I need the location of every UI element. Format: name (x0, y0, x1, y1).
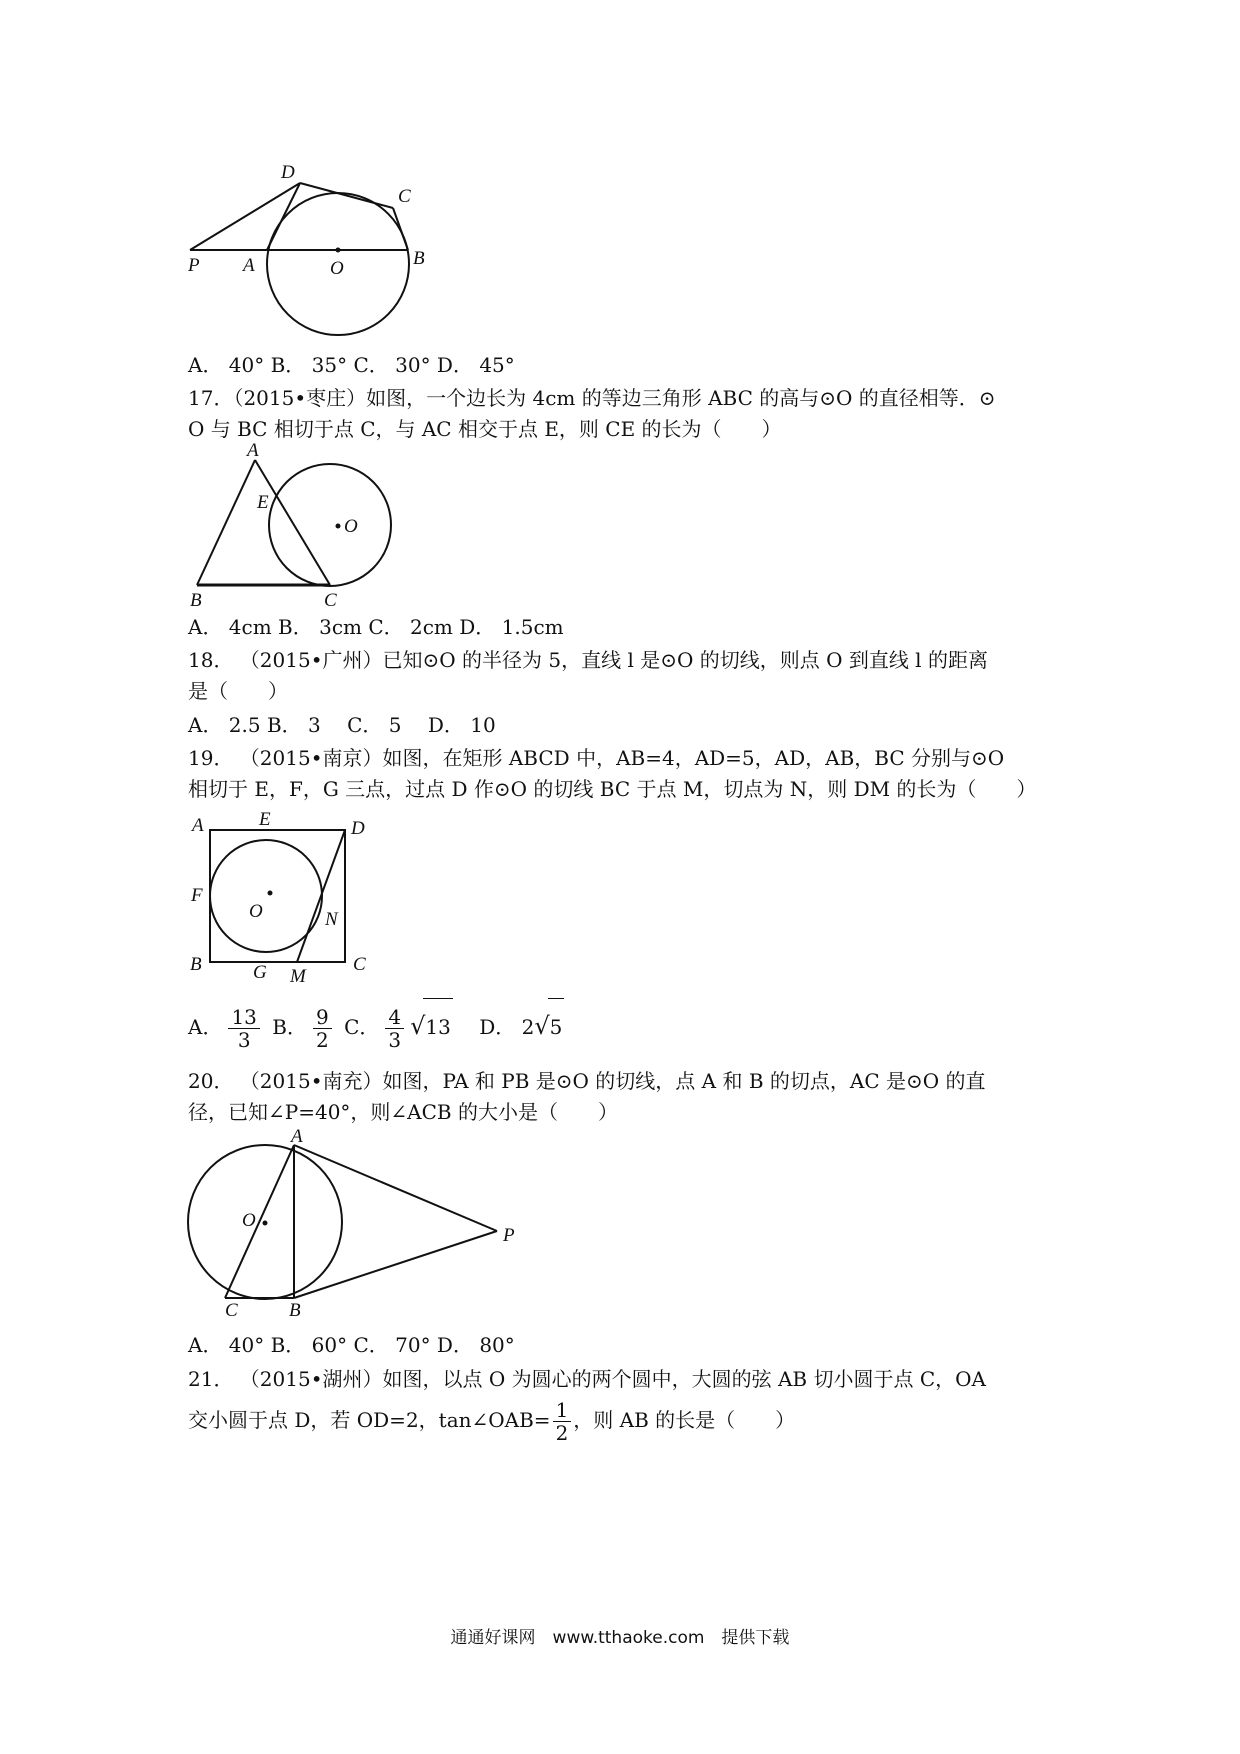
q19-options (188, 998, 564, 1055)
q17-text-line2: O 与 BC 相切于点 C，与 AC 相交于点 E，则 CE 的长为（ ） (188, 417, 782, 441)
q16-label-C: C (398, 186, 411, 207)
q18-text-line2: 是（ ） (188, 679, 288, 703)
q19-option-b-numerator: 9 (313, 1006, 332, 1029)
q20-figure (185, 1125, 525, 1325)
q19-option-a-label: A． (188, 1015, 223, 1039)
q19-option-d-label: D． (479, 1015, 516, 1039)
q16-label-P: P (188, 255, 200, 276)
q16-label-A: A (243, 255, 255, 276)
q19-label-B: B (190, 954, 202, 975)
q20-text-line1: 20． （2015•南充）如图，PA 和 PB 是⊙O 的切线，点 A 和 B 的切点，AC 是⊙O 的直 (188, 1069, 986, 1093)
q17-label-E: E (257, 492, 269, 513)
q19-option-d-radicand: 5 (548, 998, 565, 1055)
q20-label-B: B (289, 1300, 301, 1321)
q19-option-c-denominator: 3 (388, 1028, 402, 1052)
q18-options: A． 2.5 B． 3 C． 5 D． 10 (188, 713, 496, 737)
q19-label-M: M (290, 966, 306, 987)
q16-options: A． 40° B． 35° C． 30° D． 45° (188, 353, 515, 377)
q20-label-O: O (242, 1210, 256, 1231)
q19-figure (185, 805, 395, 990)
q16-label-D: D (281, 162, 295, 183)
q19-text-line2: 相切于 E，F，G 三点，过点 D 作⊙O 的切线 BC 于点 M，切点为 N，则 DM 的长为（ ） (188, 777, 1037, 801)
q17-options: A． 4cm B． 3cm C． 2cm D． 1.5cm (188, 615, 564, 639)
q21-fraction (553, 1399, 572, 1444)
q19-option-c-radical-sign: √ (410, 1012, 426, 1040)
q16-figure (185, 160, 445, 340)
q20-text-line2: 径，已知∠P=40°，则∠ACB 的大小是（ ） (188, 1100, 618, 1124)
q19-option-d-radical-sign: √ (534, 1012, 550, 1040)
q21-fraction-denominator: 2 (555, 1421, 569, 1445)
q19-text-line1: 19． （2015•南京）如图，在矩形 ABCD 中，AB=4，AD=5，AD，AB，BC 分别与⊙O (188, 746, 1005, 770)
q16-label-O: O (330, 258, 344, 279)
q21-text-line2-pre: 交小圆于点 D，若 OD=2，tan∠OAB= (188, 1408, 551, 1432)
q19-label-D: D (351, 818, 365, 839)
q19-option-d-coefficient: 2 (521, 1015, 535, 1039)
q19-label-O: O (249, 901, 263, 922)
q17-label-A: A (247, 440, 259, 461)
q19-option-a-numerator: 13 (228, 1006, 259, 1029)
q21-text-line2-post: ，则 AB 的长是（ ） (573, 1408, 796, 1432)
q17-text-line1: 17．（2015•枣庄）如图，一个边长为 4cm 的等边三角形 ABC 的高与⊙O 的直径相等．⊙ (188, 386, 996, 410)
q17-label-O: O (344, 516, 358, 537)
q20-label-C: C (225, 1300, 238, 1321)
page-footer: 通通好课网 www.tthaoke.com 提供下载 (450, 1628, 790, 1648)
q19-option-b-fraction (313, 1006, 332, 1051)
q20-label-A: A (291, 1126, 303, 1147)
q19-option-c-numerator: 4 (385, 1006, 404, 1029)
q16-label-B: B (413, 248, 425, 269)
q19-option-a-denominator: 3 (237, 1028, 251, 1052)
q20-options: A． 40° B． 60° C． 70° D． 80° (188, 1333, 515, 1357)
q17-label-C: C (324, 590, 337, 610)
q19-option-b-label: B． (272, 1015, 307, 1039)
q21-text-line2 (188, 1392, 795, 1448)
q19-option-a-fraction (228, 1006, 259, 1051)
q19-option-c-label: C． (344, 1015, 380, 1039)
q19-label-G: G (253, 962, 267, 983)
q19-option-c-fraction (385, 1006, 404, 1051)
q21-text-line1: 21． （2015•湖州）如图，以点 O 为圆心的两个圆中，大圆的弦 AB 切小圆于点 C，OA (188, 1367, 986, 1391)
q19-label-N: N (325, 909, 338, 930)
q18-text-line1: 18． （2015•广州）已知⊙O 的半径为 5，直线 l 是⊙O 的切线，则点 O 到直线 l 的距离 (188, 648, 988, 672)
q19-option-c-radicand: 13 (423, 998, 452, 1055)
q20-label-P: P (503, 1225, 515, 1246)
q17-figure (185, 440, 415, 610)
q19-label-C: C (353, 954, 366, 975)
q19-label-A: A (192, 815, 204, 836)
q17-label-B: B (190, 590, 202, 610)
q21-fraction-numerator: 1 (553, 1399, 572, 1422)
q19-label-E: E (259, 809, 271, 830)
q19-label-F: F (191, 885, 203, 906)
q19-option-b-denominator: 2 (315, 1028, 329, 1052)
